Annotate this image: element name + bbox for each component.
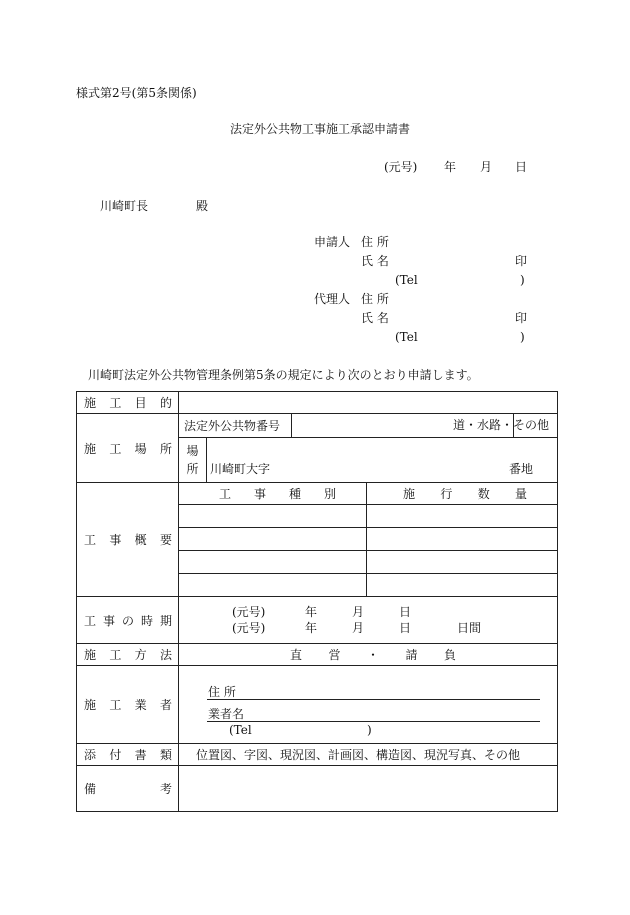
place-label <box>179 438 207 483</box>
header-char: 別 <box>323 487 336 501</box>
contractor-tel-label: (Tel <box>229 723 252 737</box>
label-char: 施 <box>84 396 97 410</box>
label-char: 場 <box>134 441 147 456</box>
remarks-label <box>77 766 179 812</box>
agent-tel-label: (Tel <box>395 330 418 344</box>
label-char: 施 <box>84 698 97 712</box>
period-end-year: 年 <box>305 621 318 635</box>
label-char: 施 <box>84 648 97 662</box>
label-char: 事 <box>109 533 122 547</box>
attachments-label <box>77 744 179 766</box>
contractor-field[interactable] <box>179 666 558 744</box>
label-char: 施 <box>84 441 97 456</box>
label-char: 工 <box>109 396 122 410</box>
attachments-value: 位置図、字図、現況図、計画図、構造図、現況写真、その他 <box>179 744 558 766</box>
contractor-name-label: 業者名 <box>208 707 245 721</box>
label-char: 工 <box>84 613 97 628</box>
label-char: 備 <box>84 782 97 796</box>
quantity-field[interactable] <box>367 505 558 528</box>
label-char: 要 <box>159 533 172 547</box>
method-option-direct-1[interactable]: 直 <box>290 648 303 662</box>
remarks-field[interactable] <box>179 766 558 812</box>
label-char: 事 <box>102 613 115 628</box>
label-char: 工 <box>109 698 122 712</box>
honorific: 殿 <box>196 199 209 213</box>
applicant-label: 申請人 <box>314 235 351 249</box>
applicant-name-label: 氏 名 <box>361 254 389 268</box>
period-start-year: 年 <box>305 605 318 619</box>
label-char: 付 <box>109 748 122 762</box>
date-day: 日 <box>515 160 528 174</box>
row-location-number <box>77 414 558 438</box>
label-char: 添 <box>84 748 97 762</box>
label-char: 目 <box>134 396 147 410</box>
agent-seal: 印 <box>515 311 528 325</box>
quantity-header <box>367 483 558 505</box>
method-option-contract-1[interactable]: 請 <box>405 648 418 662</box>
label-char: 類 <box>159 748 172 762</box>
agent-address-label: 住 所 <box>361 292 389 306</box>
label-char: 時 <box>140 613 153 628</box>
property-number-label: 法定外公共物番号 <box>179 414 292 438</box>
label-char: 工 <box>109 648 122 662</box>
page-title: 法定外公共物工事施工承認申請書 <box>230 122 411 136</box>
label-char: 法 <box>159 648 172 662</box>
method-label <box>77 644 179 666</box>
row-period <box>77 597 558 644</box>
applicant-tel-label: (Tel <box>395 273 418 287</box>
contractor-label <box>77 666 179 744</box>
work-type-field[interactable] <box>179 574 367 597</box>
work-type-header <box>179 483 367 505</box>
period-start-era: (元号) <box>232 605 266 619</box>
header-char: 施 <box>403 487 416 501</box>
label-char: 概 <box>134 533 147 547</box>
date-era: (元号) <box>384 160 418 174</box>
property-type-cell[interactable] <box>453 414 558 438</box>
period-end-day: 日 <box>399 621 412 635</box>
property-type: 道・水路・その他 <box>453 418 550 432</box>
header-char: 行 <box>440 487 453 501</box>
label-char: 的 <box>159 396 172 410</box>
contractor-address-label: 住 所 <box>208 685 236 699</box>
place-suffix: 番地 <box>509 462 534 476</box>
label-char: 工 <box>109 441 122 456</box>
applicant-tel-close: ) <box>520 273 525 287</box>
summary-label <box>77 483 179 597</box>
agent-name-label: 氏 名 <box>361 311 389 325</box>
label-char: 工 <box>84 533 97 547</box>
row-summary-header <box>77 483 558 505</box>
place-label-1: 場 <box>186 444 199 458</box>
quantity-field[interactable] <box>367 528 558 551</box>
place-label-2: 所 <box>186 462 199 476</box>
label-char: の <box>121 613 134 628</box>
header-char: 事 <box>253 487 266 501</box>
row-purpose <box>77 392 558 414</box>
date-year: 年 <box>444 160 457 174</box>
label-char: 方 <box>134 648 147 662</box>
period-duration: 日間 <box>457 621 482 635</box>
label-char: 期 <box>159 613 172 628</box>
location-label <box>77 414 179 483</box>
header-char: 量 <box>515 487 528 501</box>
applicant-address-label: 住 所 <box>361 235 389 249</box>
application-form-table <box>76 391 558 812</box>
row-remarks <box>77 766 558 812</box>
label-char: 者 <box>159 698 172 712</box>
addressee: 川崎町長 <box>100 199 149 213</box>
applicant-seal: 印 <box>515 254 528 268</box>
agent-tel-close: ) <box>520 330 525 344</box>
quantity-field[interactable] <box>367 574 558 597</box>
row-contractor <box>77 666 558 744</box>
date-month: 月 <box>480 160 493 174</box>
period-end-era: (元号) <box>232 621 266 635</box>
place-field[interactable] <box>207 438 558 483</box>
agent-label: 代理人 <box>314 292 351 306</box>
purpose-field[interactable] <box>179 392 558 414</box>
row-attachments <box>77 744 558 766</box>
period-label <box>77 597 179 644</box>
work-type-field[interactable] <box>179 505 367 528</box>
contractor-address-line <box>207 699 540 700</box>
contractor-tel-close: ) <box>367 723 372 737</box>
contractor-name-line <box>207 721 540 722</box>
header-char: 工 <box>219 487 232 501</box>
period-start-day: 日 <box>399 605 412 619</box>
statement: 川崎町法定外公共物管理条例第5条の規定により次のとおり申請します。 <box>88 368 479 382</box>
work-type-field[interactable] <box>179 528 367 551</box>
label-char: 業 <box>134 698 147 712</box>
form-number: 様式第2号(第5条関係) <box>76 86 197 100</box>
label-char: 所 <box>159 441 172 456</box>
method-separator: ・ <box>367 648 380 662</box>
period-field[interactable] <box>179 597 558 644</box>
period-start-month: 月 <box>352 605 365 619</box>
header-char: 数 <box>477 487 490 501</box>
method-field[interactable] <box>179 644 558 666</box>
method-option-direct-2[interactable]: 営 <box>328 648 341 662</box>
label-char: 考 <box>159 782 172 796</box>
place-value: 川崎町大字 <box>210 462 271 476</box>
work-type-field[interactable] <box>179 551 367 574</box>
row-method <box>77 644 558 666</box>
purpose-label <box>77 392 179 414</box>
label-char: 書 <box>134 748 147 762</box>
quantity-field[interactable] <box>367 551 558 574</box>
method-option-contract-2[interactable]: 負 <box>444 648 457 662</box>
period-end-month: 月 <box>352 621 365 635</box>
header-char: 種 <box>288 487 301 501</box>
